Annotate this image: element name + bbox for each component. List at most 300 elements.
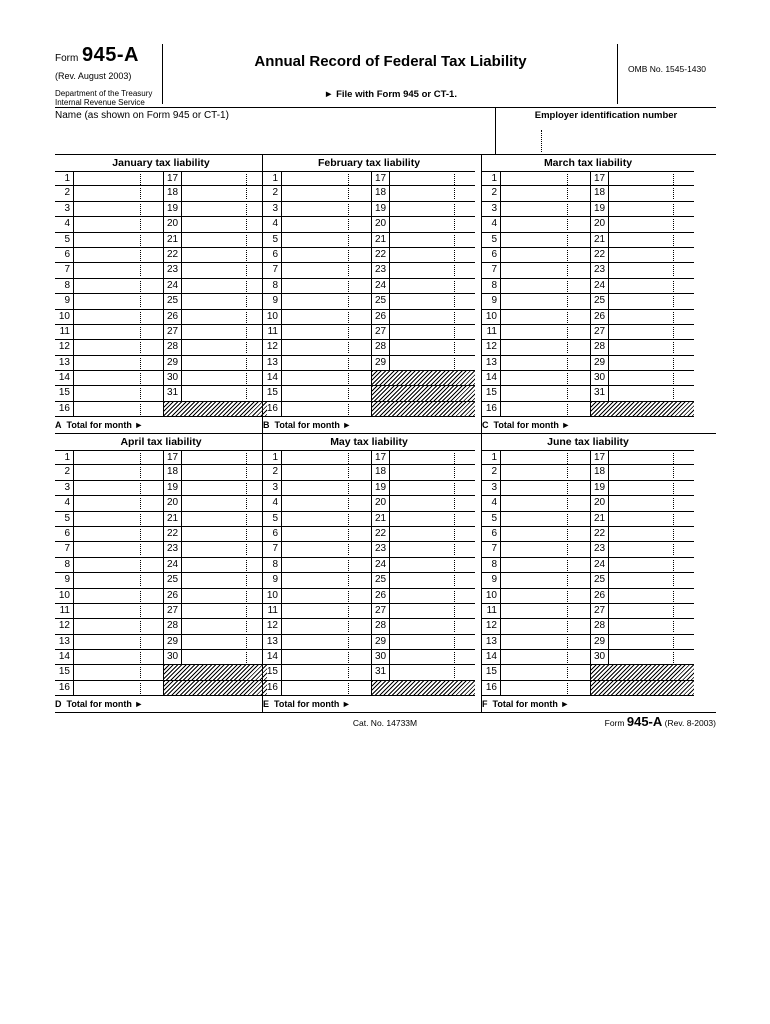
day-amount-field[interactable] [608, 310, 694, 324]
month-section [55, 155, 267, 433]
month-total-field[interactable] [263, 420, 351, 430]
day-number: 25 [163, 294, 181, 308]
day-amount-field[interactable] [608, 340, 694, 354]
day-amount-field[interactable] [500, 217, 590, 231]
day-amount-field[interactable] [181, 186, 267, 200]
cents-separator [140, 514, 141, 525]
day-amount-field[interactable] [389, 310, 475, 324]
day-amount-field[interactable] [73, 465, 163, 479]
day-row [55, 171, 267, 186]
day-amount-field[interactable] [389, 294, 475, 308]
cents-separator [567, 265, 568, 276]
day-amount-field[interactable] [608, 573, 694, 587]
day-amount-field[interactable] [389, 512, 475, 526]
total-label: Total for month ► [66, 699, 144, 710]
day-amount-field[interactable] [181, 310, 267, 324]
day-number: 14 [266, 651, 278, 663]
day-amount-field[interactable] [500, 371, 590, 385]
month-column-divider [481, 434, 482, 712]
day-amount-field[interactable] [608, 217, 694, 231]
day-row [482, 604, 694, 619]
day-amount-field[interactable] [389, 325, 475, 339]
month-total-field[interactable] [55, 420, 143, 430]
cents-separator [348, 312, 349, 323]
day-amount-field[interactable] [281, 635, 371, 649]
day-amount-field[interactable] [281, 542, 371, 556]
day-number: 28 [371, 619, 389, 633]
day-row [55, 604, 267, 619]
day-amount-field[interactable] [389, 589, 475, 603]
day-row [482, 186, 694, 201]
day-amount-field[interactable] [181, 386, 267, 400]
day-amount-field[interactable] [500, 542, 590, 556]
total-letter: B [263, 420, 270, 431]
day-amount-field[interactable] [73, 202, 163, 216]
day-amount-field[interactable] [608, 589, 694, 603]
day-amount-field[interactable] [500, 512, 590, 526]
ein-field[interactable] [496, 124, 716, 154]
day-amount-field[interactable] [608, 527, 694, 541]
day-number: 5 [272, 233, 278, 245]
day-number: 27 [371, 325, 389, 339]
day-amount-field[interactable] [281, 402, 371, 416]
day-amount-field[interactable] [181, 248, 267, 262]
day-amount-field[interactable] [281, 233, 371, 247]
day-row [482, 496, 694, 511]
cents-separator [454, 453, 455, 464]
filing-instruction: ► File with Form 945 or CT-1. [324, 89, 457, 100]
day-amount-field[interactable] [389, 573, 475, 587]
cents-separator [140, 498, 141, 509]
day-row [55, 386, 267, 401]
day-amount-field[interactable] [608, 386, 694, 400]
footer-form-revision: (Rev. 8-2003) [664, 718, 716, 728]
day-amount-field[interactable] [281, 217, 371, 231]
day-amount-field[interactable] [500, 573, 590, 587]
day-number: 12 [485, 620, 497, 632]
day-number: 22 [371, 248, 389, 262]
day-amount-field[interactable] [500, 402, 590, 416]
agency-line: Internal Revenue Service [55, 98, 145, 107]
day-amount-field[interactable] [73, 294, 163, 308]
cents-separator [246, 250, 247, 261]
day-number: 29 [163, 356, 181, 370]
day-amount-field[interactable] [500, 619, 590, 633]
day-amount-field[interactable] [608, 481, 694, 495]
cents-separator [454, 281, 455, 292]
cents-separator [673, 281, 674, 292]
day-amount-field[interactable] [389, 217, 475, 231]
day-amount-field[interactable] [608, 172, 694, 185]
day-number: 17 [590, 172, 608, 185]
day-number: 6 [491, 248, 497, 260]
day-number: 9 [491, 574, 497, 586]
day-amount-field[interactable] [389, 542, 475, 556]
day-amount-field[interactable] [73, 310, 163, 324]
day-amount-field[interactable] [181, 340, 267, 354]
day-amount-field[interactable] [608, 465, 694, 479]
day-amount-field[interactable] [608, 604, 694, 618]
day-amount-field[interactable] [389, 527, 475, 541]
day-amount-field[interactable] [281, 248, 371, 262]
day-amount-field[interactable] [281, 294, 371, 308]
day-amount-field[interactable] [181, 172, 267, 185]
day-number: 10 [58, 589, 70, 601]
cents-separator [567, 483, 568, 494]
day-amount-field[interactable] [608, 248, 694, 262]
cents-separator [348, 250, 349, 261]
day-number: 16 [58, 402, 70, 414]
day-row [55, 371, 267, 386]
total-letter: F [482, 699, 488, 710]
day-amount-field[interactable] [181, 558, 267, 572]
day-amount-field[interactable] [281, 202, 371, 216]
day-number: 16 [266, 681, 278, 693]
day-amount-field[interactable] [500, 650, 590, 664]
day-number: 6 [64, 527, 70, 539]
day-amount-field[interactable] [181, 650, 267, 664]
day-amount-field[interactable] [73, 681, 163, 695]
day-amount-field[interactable] [500, 263, 590, 277]
day-amount-field[interactable] [73, 542, 163, 556]
day-amount-field[interactable] [73, 248, 163, 262]
cents-separator [348, 514, 349, 525]
day-amount-field[interactable] [73, 263, 163, 277]
day-amount-field[interactable] [181, 371, 267, 385]
day-amount-field[interactable] [181, 542, 267, 556]
cents-separator [140, 342, 141, 353]
day-number: 21 [163, 512, 181, 526]
day-amount-field[interactable] [73, 496, 163, 510]
day-amount-field[interactable] [281, 512, 371, 526]
day-amount-field[interactable] [281, 558, 371, 572]
day-amount-field[interactable] [389, 650, 475, 664]
day-amount-field[interactable] [389, 279, 475, 293]
day-amount-field[interactable] [281, 356, 371, 370]
day-amount-field[interactable] [73, 325, 163, 339]
day-amount-field[interactable] [389, 665, 475, 679]
day-amount-field[interactable] [389, 481, 475, 495]
day-amount-field[interactable] [500, 665, 590, 679]
day-amount-field[interactable] [608, 512, 694, 526]
cents-separator [140, 560, 141, 571]
day-number: 20 [590, 217, 608, 231]
day-amount-field[interactable] [181, 465, 267, 479]
day-amount-field[interactable] [608, 451, 694, 464]
day-amount-field[interactable] [500, 496, 590, 510]
day-row [55, 202, 267, 217]
day-amount-field[interactable] [608, 356, 694, 370]
cents-separator [348, 652, 349, 663]
day-amount-field[interactable] [281, 527, 371, 541]
day-row [482, 356, 694, 371]
day-amount-field[interactable] [500, 558, 590, 572]
day-amount-field[interactable] [389, 451, 475, 464]
day-amount-field[interactable] [181, 325, 267, 339]
day-amount-field[interactable] [389, 186, 475, 200]
day-amount-field[interactable] [73, 371, 163, 385]
day-amount-field[interactable] [389, 465, 475, 479]
day-row [482, 371, 694, 386]
day-amount-field[interactable] [281, 681, 371, 695]
day-amount-field[interactable] [500, 356, 590, 370]
day-amount-field[interactable] [608, 202, 694, 216]
cents-separator [348, 529, 349, 540]
day-amount-field[interactable] [389, 619, 475, 633]
day-amount-field[interactable] [500, 589, 590, 603]
day-amount-field[interactable] [500, 186, 590, 200]
day-row [55, 340, 267, 355]
cents-separator [140, 483, 141, 494]
day-amount-field[interactable] [500, 481, 590, 495]
day-amount-field[interactable] [500, 233, 590, 247]
day-amount-field[interactable] [500, 248, 590, 262]
day-amount-field[interactable] [181, 217, 267, 231]
day-amount-field[interactable] [608, 496, 694, 510]
day-amount-field[interactable] [389, 340, 475, 354]
department-line: Department of the Treasury [55, 89, 153, 98]
day-amount-field[interactable] [73, 402, 163, 416]
day-amount-field[interactable] [73, 186, 163, 200]
cents-separator [673, 637, 674, 648]
day-number: 29 [590, 635, 608, 649]
day-amount-field[interactable] [181, 527, 267, 541]
unused-day-shading [590, 402, 694, 416]
day-amount-field[interactable] [281, 496, 371, 510]
day-amount-field[interactable] [181, 202, 267, 216]
cents-separator [348, 683, 349, 694]
cents-separator [567, 296, 568, 307]
day-row [482, 635, 694, 650]
day-amount-field[interactable] [73, 481, 163, 495]
day-amount-field[interactable] [281, 465, 371, 479]
day-amount-field[interactable] [281, 481, 371, 495]
day-amount-field[interactable] [500, 465, 590, 479]
day-number: 18 [371, 186, 389, 200]
day-amount-field[interactable] [500, 279, 590, 293]
cents-separator [246, 453, 247, 464]
day-amount-field[interactable] [389, 604, 475, 618]
day-amount-field[interactable] [500, 325, 590, 339]
day-amount-field[interactable] [608, 233, 694, 247]
day-amount-field[interactable] [281, 325, 371, 339]
day-row [55, 635, 267, 650]
day-number: 25 [371, 573, 389, 587]
day-amount-field[interactable] [281, 340, 371, 354]
ein-field-label: Employer identification number [534, 110, 678, 121]
day-amount-field[interactable] [389, 248, 475, 262]
day-amount-field[interactable] [73, 217, 163, 231]
day-amount-field[interactable] [181, 356, 267, 370]
day-amount-field[interactable] [389, 635, 475, 649]
day-amount-field[interactable] [181, 512, 267, 526]
day-number: 24 [590, 558, 608, 572]
cents-separator [140, 621, 141, 632]
cents-separator [140, 265, 141, 276]
day-amount-field[interactable] [500, 340, 590, 354]
cents-separator [673, 453, 674, 464]
day-number: 26 [590, 310, 608, 324]
footer-form-prefix: Form [604, 718, 625, 728]
day-amount-field[interactable] [181, 233, 267, 247]
day-amount-field[interactable] [281, 310, 371, 324]
day-row [55, 573, 267, 588]
omb-number: OMB No. 1545-1430 [628, 64, 706, 74]
day-number: 20 [371, 496, 389, 510]
day-amount-field[interactable] [608, 558, 694, 572]
day-amount-field[interactable] [500, 681, 590, 695]
unused-day-shading [371, 386, 475, 400]
day-amount-field[interactable] [608, 263, 694, 277]
day-number: 27 [163, 604, 181, 618]
day-amount-field[interactable] [181, 573, 267, 587]
day-amount-field[interactable] [281, 172, 371, 185]
day-amount-field[interactable] [281, 589, 371, 603]
day-number: 24 [371, 279, 389, 293]
day-amount-field[interactable] [500, 451, 590, 464]
cents-separator [454, 342, 455, 353]
day-amount-field[interactable] [500, 527, 590, 541]
day-amount-field[interactable] [281, 665, 371, 679]
day-number: 9 [491, 295, 497, 307]
day-amount-field[interactable] [281, 451, 371, 464]
day-amount-field[interactable] [389, 172, 475, 185]
day-number: 28 [590, 340, 608, 354]
cents-separator [567, 281, 568, 292]
day-amount-field[interactable] [73, 558, 163, 572]
day-amount-field[interactable] [73, 604, 163, 618]
day-row [55, 619, 267, 634]
day-amount-field[interactable] [73, 650, 163, 664]
day-amount-field[interactable] [73, 527, 163, 541]
cents-separator [348, 467, 349, 478]
day-amount-field[interactable] [181, 451, 267, 464]
day-amount-field[interactable] [181, 619, 267, 633]
cents-separator [567, 621, 568, 632]
day-amount-field[interactable] [389, 558, 475, 572]
day-amount-field[interactable] [281, 263, 371, 277]
day-number: 14 [58, 651, 70, 663]
day-amount-field[interactable] [73, 589, 163, 603]
day-amount-field[interactable] [500, 202, 590, 216]
day-amount-field[interactable] [500, 294, 590, 308]
cents-separator [246, 514, 247, 525]
day-amount-field[interactable] [281, 650, 371, 664]
day-amount-field[interactable] [181, 294, 267, 308]
day-amount-field[interactable] [73, 386, 163, 400]
day-row [263, 325, 475, 340]
day-amount-field[interactable] [73, 665, 163, 679]
day-row [55, 650, 267, 665]
day-amount-field[interactable] [389, 496, 475, 510]
day-amount-field[interactable] [181, 635, 267, 649]
month-total-field[interactable] [55, 699, 143, 709]
cents-separator [246, 606, 247, 617]
day-amount-field[interactable] [73, 172, 163, 185]
day-amount-field[interactable] [608, 619, 694, 633]
day-amount-field[interactable] [500, 635, 590, 649]
day-amount-field[interactable] [500, 604, 590, 618]
cents-separator [348, 373, 349, 384]
day-amount-field[interactable] [73, 573, 163, 587]
day-number: 18 [371, 465, 389, 479]
cents-separator [673, 296, 674, 307]
unused-day-shading [163, 681, 267, 695]
month-total-field[interactable] [482, 420, 570, 430]
day-amount-field[interactable] [608, 635, 694, 649]
day-amount-field[interactable] [389, 202, 475, 216]
day-amount-field[interactable] [500, 172, 590, 185]
day-amount-field[interactable] [389, 356, 475, 370]
day-amount-field[interactable] [500, 386, 590, 400]
day-amount-field[interactable] [73, 340, 163, 354]
day-amount-field[interactable] [608, 650, 694, 664]
cents-separator [140, 606, 141, 617]
day-amount-field[interactable] [181, 481, 267, 495]
name-field[interactable] [55, 124, 495, 154]
day-amount-field[interactable] [73, 233, 163, 247]
day-amount-field[interactable] [73, 512, 163, 526]
day-amount-field[interactable] [181, 496, 267, 510]
day-number: 29 [163, 635, 181, 649]
day-amount-field[interactable] [608, 186, 694, 200]
day-amount-field[interactable] [181, 589, 267, 603]
day-amount-field[interactable] [281, 386, 371, 400]
day-amount-field[interactable] [73, 451, 163, 464]
day-number: 15 [58, 666, 70, 678]
total-label: Total for month ► [492, 699, 570, 710]
day-amount-field[interactable] [281, 371, 371, 385]
day-amount-field[interactable] [389, 263, 475, 277]
cents-separator [673, 652, 674, 663]
day-amount-field[interactable] [281, 604, 371, 618]
cents-separator [348, 544, 349, 555]
day-amount-field[interactable] [608, 542, 694, 556]
day-amount-field[interactable] [181, 279, 267, 293]
day-amount-field[interactable] [500, 310, 590, 324]
day-amount-field[interactable] [389, 233, 475, 247]
cents-separator [454, 219, 455, 230]
day-number: 7 [64, 543, 70, 555]
day-amount-field[interactable] [73, 619, 163, 633]
day-amount-field[interactable] [73, 279, 163, 293]
day-amount-field[interactable] [608, 279, 694, 293]
month-total-field[interactable] [482, 699, 569, 709]
cents-separator [567, 174, 568, 185]
cents-separator [140, 219, 141, 230]
day-number: 22 [163, 527, 181, 541]
day-amount-field[interactable] [73, 356, 163, 370]
day-amount-field[interactable] [281, 619, 371, 633]
day-row [55, 356, 267, 371]
cents-separator [673, 188, 674, 199]
day-number: 6 [491, 527, 497, 539]
day-amount-field[interactable] [608, 371, 694, 385]
day-amount-field[interactable] [608, 325, 694, 339]
month-column-divider [262, 434, 263, 712]
day-amount-field[interactable] [281, 279, 371, 293]
day-amount-field[interactable] [281, 186, 371, 200]
day-amount-field[interactable] [608, 294, 694, 308]
day-amount-field[interactable] [181, 604, 267, 618]
cents-separator [673, 312, 674, 323]
day-amount-field[interactable] [181, 263, 267, 277]
cents-separator [348, 219, 349, 230]
day-amount-field[interactable] [73, 635, 163, 649]
day-amount-field[interactable] [281, 573, 371, 587]
cents-separator [673, 373, 674, 384]
month-total-field[interactable] [263, 699, 351, 709]
